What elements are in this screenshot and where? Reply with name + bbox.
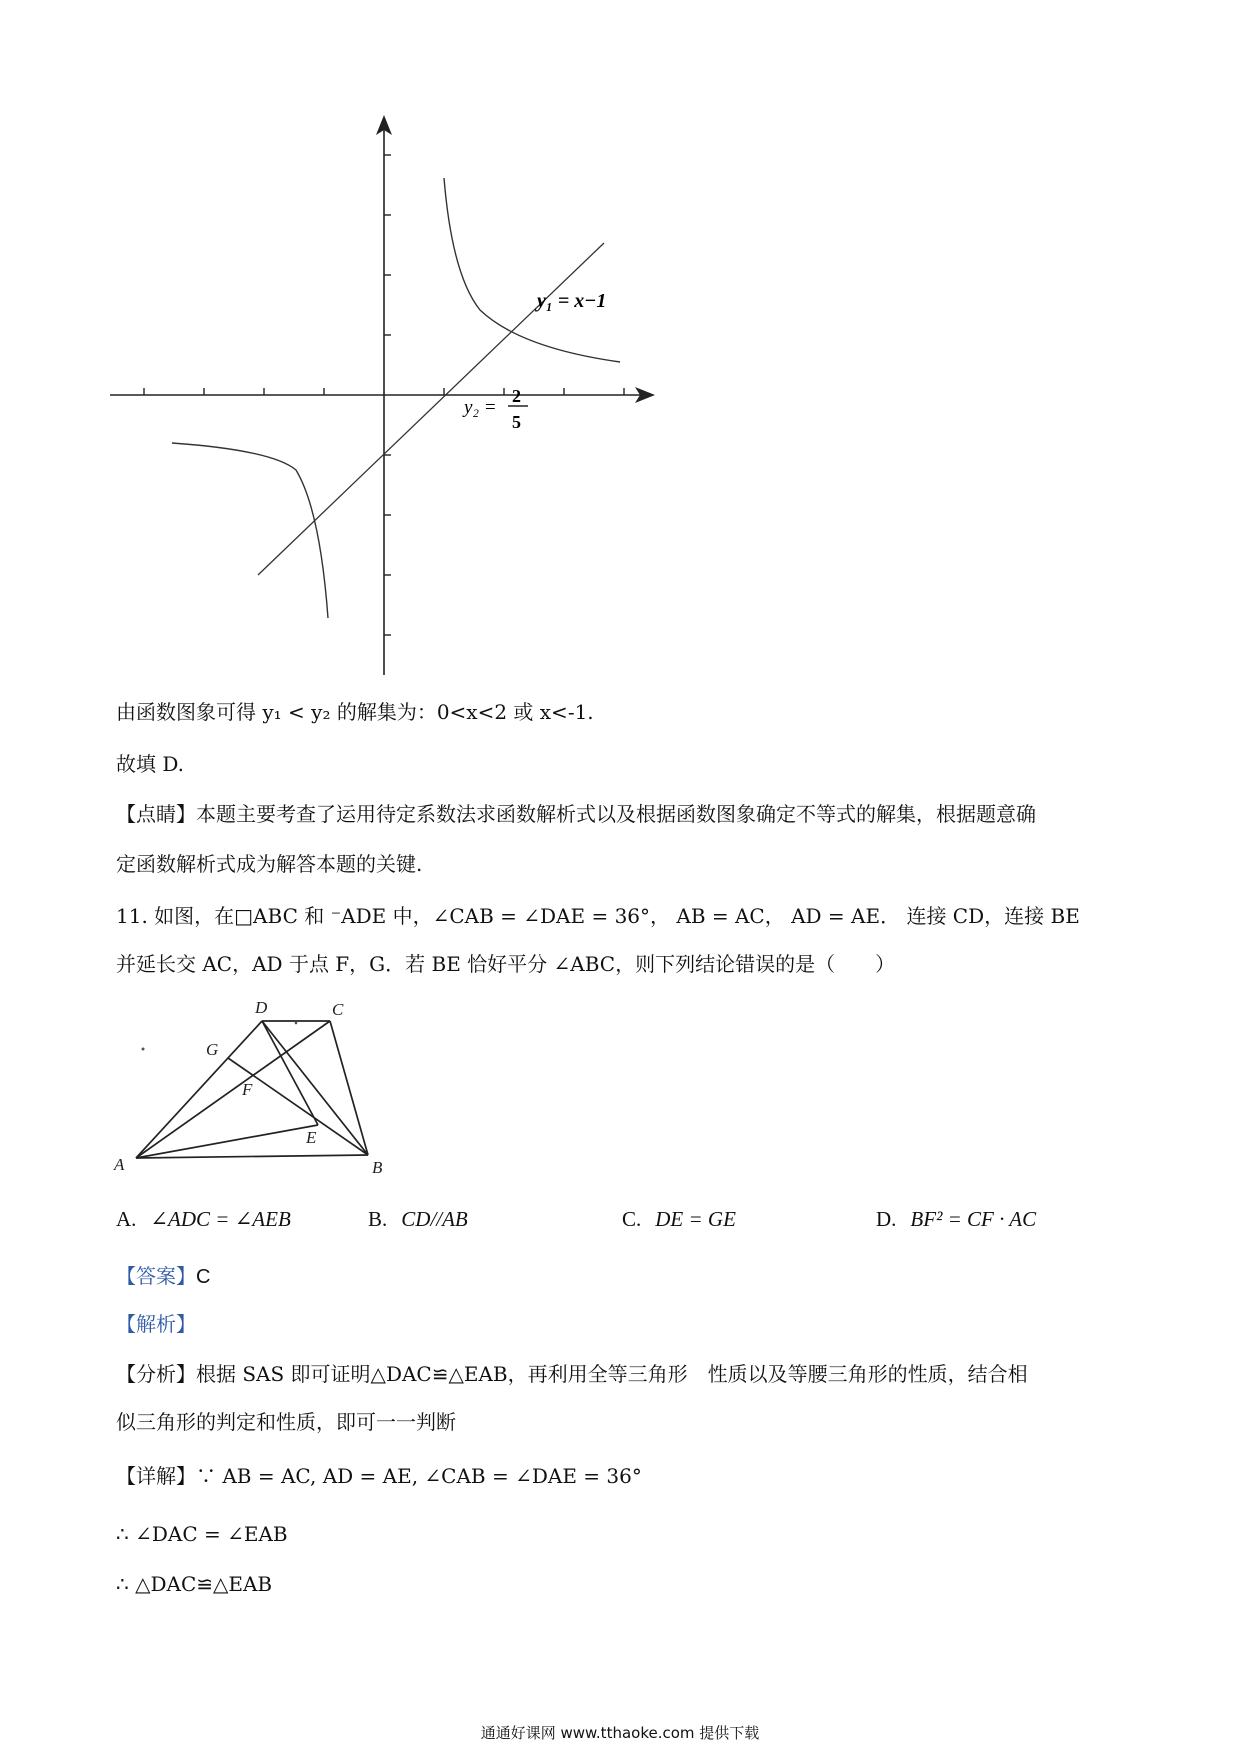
conclusion-text: 故填 D. <box>116 752 185 776</box>
segment-CB <box>330 1021 368 1155</box>
segment-DE <box>262 1021 318 1125</box>
option-b-letter: B. <box>368 1207 388 1231</box>
option-a <box>116 1205 291 1233</box>
analysis-tag: 【解析】 <box>116 1312 196 1336</box>
label-y2-numerator: 2 <box>512 386 521 406</box>
point-label-G: G <box>206 1040 219 1059</box>
answer-value: C <box>196 1266 211 1288</box>
analysis-detail-line-1: 【详解】∵ AB = AC, AD = AE, ∠CAB = ∠DAE = 36° <box>116 1464 642 1488</box>
option-a-letter: A. <box>116 1207 137 1231</box>
option-c-letter: C. <box>622 1207 642 1231</box>
point-label-A: A <box>114 1155 125 1174</box>
point-label-E: E <box>306 1128 317 1147</box>
label-y2-denominator: 5 <box>512 412 521 432</box>
geometry-figure <box>110 995 410 1180</box>
hyperbola-branch-right <box>444 178 620 362</box>
segment-AB <box>136 1155 368 1158</box>
comment-line-1: 【点睛】本题主要考查了运用待定系数法求函数解析式以及根据函数图象确定不等式的解集，根据题意确 <box>116 802 1036 826</box>
point-label-D: D <box>255 998 268 1017</box>
option-a-text: ∠ADC = ∠AEB <box>150 1207 291 1231</box>
point-label-F: F <box>242 1080 253 1099</box>
analysis-detail-line-2: ∴ ∠DAC = ∠EAB <box>116 1522 288 1546</box>
option-d <box>876 1205 1036 1233</box>
segment-AE <box>136 1125 318 1158</box>
option-c <box>622 1205 736 1233</box>
segment-BG <box>228 1058 368 1155</box>
analysis-fenxi-line-2: 似三角形的判定和性质，即可一一判断 <box>116 1410 456 1434</box>
option-b <box>368 1205 468 1233</box>
label-y1: y₁ = x−1 <box>537 290 607 312</box>
page-footer: 通通好课网 www.tthaoke.com 提供下载 <box>480 1724 760 1742</box>
answer-tag: 【答案】 <box>116 1264 196 1288</box>
segment-AC <box>136 1021 330 1158</box>
option-b-text: CD//AB <box>401 1207 468 1231</box>
function-graph <box>100 110 660 680</box>
comment-line-2: 定函数解析式成为解答本题的关键. <box>116 852 423 876</box>
option-d-text: BF² = CF · AC <box>910 1207 1037 1231</box>
point-label-B: B <box>372 1158 383 1177</box>
label-y2-prefix: y₂ = <box>464 397 497 418</box>
analysis-fenxi-line-1: 【分析】根据 SAS 即可证明△DAC≌△EAB，再利用全等三角形 性质以及等腰三角形的性质，结合相 <box>116 1362 1028 1386</box>
option-d-letter: D. <box>876 1207 897 1231</box>
solution-set-text: 由函数图象可得 y₁ < y₂ 的解集为：0<x<2 或 x<-1. <box>116 700 594 724</box>
stray-dot <box>295 1022 298 1025</box>
answer-line <box>116 1262 210 1291</box>
analysis-detail-line-3: ∴ △DAC≌△EAB <box>116 1572 273 1596</box>
option-c-text: DE = GE <box>655 1207 736 1231</box>
point-label-C: C <box>332 1000 344 1019</box>
question-line-2: 并延长交 AC，AD 于点 F，G．若 BE 恰好平分 ∠ABC，则下列结论错误的是（ ） <box>116 952 896 976</box>
question-line-1: 11. 如图，在□ABC 和 ⁻ADE 中，∠CAB = ∠DAE = 36°， AB = AC， AD = AE． 连接 CD，连接 BE <box>116 904 1080 928</box>
stray-dot <box>142 1048 145 1051</box>
